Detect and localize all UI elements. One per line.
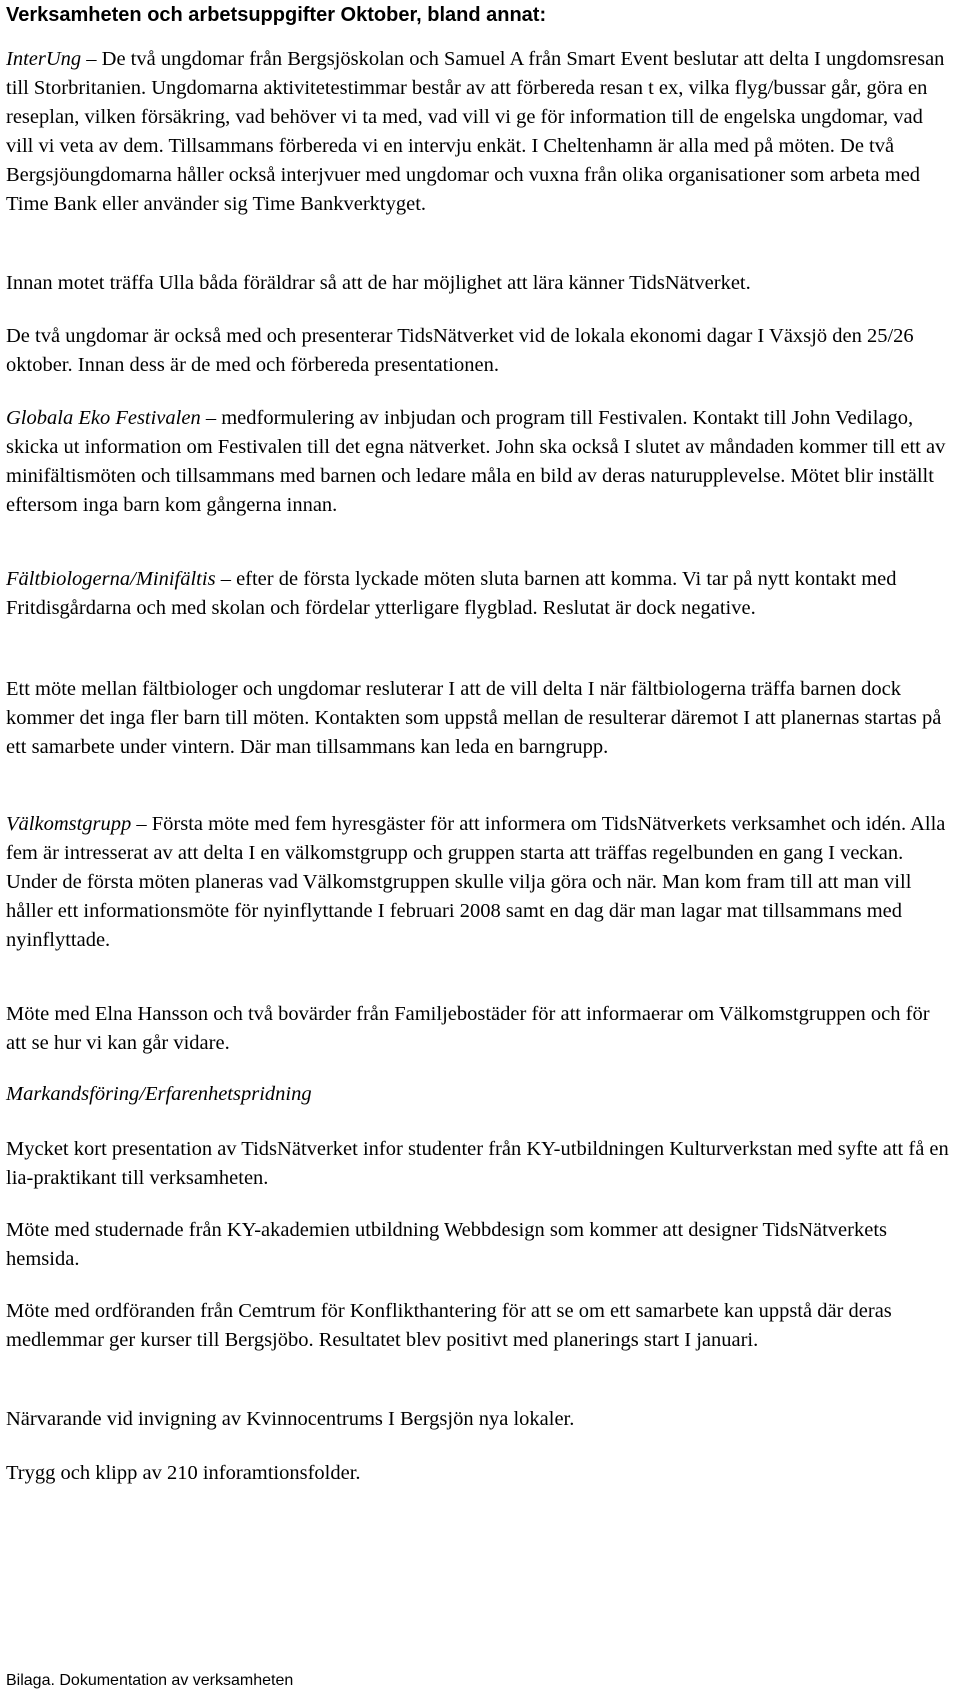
section-label-interung: InterUng <box>6 48 82 70</box>
paragraph-parents: Innan motet träffa Ulla båda föräldrar så att de har möjlighet att lära känner TidsNätverket. <box>6 272 751 294</box>
section-label-faltbiologerna: Fältbiologerna/Minifältis <box>6 568 216 590</box>
section-heading-marknadsforing: Markandsföring/Erfarenhetspridning <box>6 1083 312 1105</box>
paragraph-konflikthantering: Möte med ordföranden från Cemtrum för Konflikthantering för att se om ett samarbete kan uppstå där deras medlemmar ger kurser till Bergsjöbo. Resultatet blev positivt med planerings start I januari. <box>6 1300 892 1351</box>
paragraph-text: medformulering av inbjudan och program till Festivalen. Kontakt till John Vedilago, skicka ut information om Festivalen till det egna nätverket. John ska också I slutet av måndaden kommer till ett av minifältismöten och tillsammans med barnen och ledare måla en bild av deras naturupplevelse. Mötet blir inställt eftersom inga barn kom gångerna innan. <box>6 407 946 516</box>
paragraph-presentation: De två ungdomar är också med och presenterar TidsNätverket vid de lokala ekonomi dagar I Växsjö den 25/26 oktober. Innan dess är de med och förbereda presentationen. <box>6 325 914 376</box>
label-dash: – <box>81 48 102 70</box>
paragraph-text: efter de första lyckade möten sluta barnen att komma. Vi tar på nytt kontakt med Fritdisgårdarna och med skolan och fördelar ytterligare flygblad. Reslutat är dock negative. <box>6 568 897 619</box>
label-dash: – <box>131 813 152 835</box>
section-label-valkomstgrupp: Välkomstgrupp <box>6 813 132 835</box>
page-heading: Verksamheten och arbetsuppgifter Oktober, bland annat: <box>6 4 547 26</box>
paragraph-elna-hansson: Möte med Elna Hansson och två bovärder från Familjebostäder för att informaerar om Välkomstgruppen och för att se hur vi kan går vidare. <box>6 1003 930 1054</box>
paragraph-kvinnocentrum: Närvarande vid invigning av Kvinnocentrums I Bergsjön nya lokaler. <box>6 1408 575 1430</box>
section-label-eko-festival: Globala Eko Festivalen <box>6 407 201 429</box>
paragraph-eko-festival <box>6 404 954 520</box>
paragraph-faltbiologerna <box>6 565 954 623</box>
page-footer: Bilaga. Dokumentation av verksamheten <box>6 1672 294 1689</box>
paragraph-folder: Trygg och klipp av 210 inforamtionsfolder. <box>6 1462 361 1484</box>
label-dash: – <box>200 407 222 429</box>
paragraph-meeting-faltbiologer: Ett möte mellan fältbiologer och ungdomar resluterar I att de vill delta I när fältbiologerna träffa barnen dock kommer det inga fler barn till möten. Kontakten som uppstå mellan de resulterar däremot I att planernas startas på ett samarbete under vintern. Där man tillsammans kan leda en barngrupp. <box>6 678 942 758</box>
paragraph-text: De två ungdomar från Bergsjöskolan och Samuel A från Smart Event beslutar att delta I ungdomsresan till Storbritanien. Ungdomarna aktivitetestimmar består av att förbereda resan t ex, vilka flyg/bussar går, göra en reseplan, vilken försäkring, vad behöver vi ta med, vad vill vi ge för information till de engelska ungdomar, vad vill vi veta av dem. Tillsammans förbereda vi en intervju enkät. I Cheltenhamn är alla med på möten. De två Bergsjöungdomarna håller också interjvuer med ungdomar och vuxna från olika organisationer som arbeta med Time Bank eller använder sig Time Bankverktyget. <box>6 48 945 215</box>
paragraph-kulturverkstan: Mycket kort presentation av TidsNätverket infor studenter från KY-utbildningen Kulturverkstan med syfte att få en lia-praktikant till verksamheten. <box>6 1138 949 1189</box>
paragraph-interung <box>6 45 954 219</box>
paragraph-text: Första möte med fem hyresgäster för att informera om TidsNätverkets verksamhet och idén. Alla fem är intresserat av att delta I en välkomstgrupp och gruppen starta att träffas regelbunden en gang I veckan. Under de första möten planeras vad Välkomstgruppen skulle vilja göra och när. Man kom fram till att man vill håller ett informationsmöte för nyinflyttande I februari 2008 samt en dag där man lagar mat tillsammans med nyinflyttade. <box>6 813 946 951</box>
paragraph-webbdesign: Möte med studernade från KY-akademien utbildning Webbdesign som kommer att designer TidsNätverkets hemsida. <box>6 1219 888 1270</box>
label-dash: – <box>215 568 237 590</box>
paragraph-valkomstgrupp <box>6 810 954 955</box>
